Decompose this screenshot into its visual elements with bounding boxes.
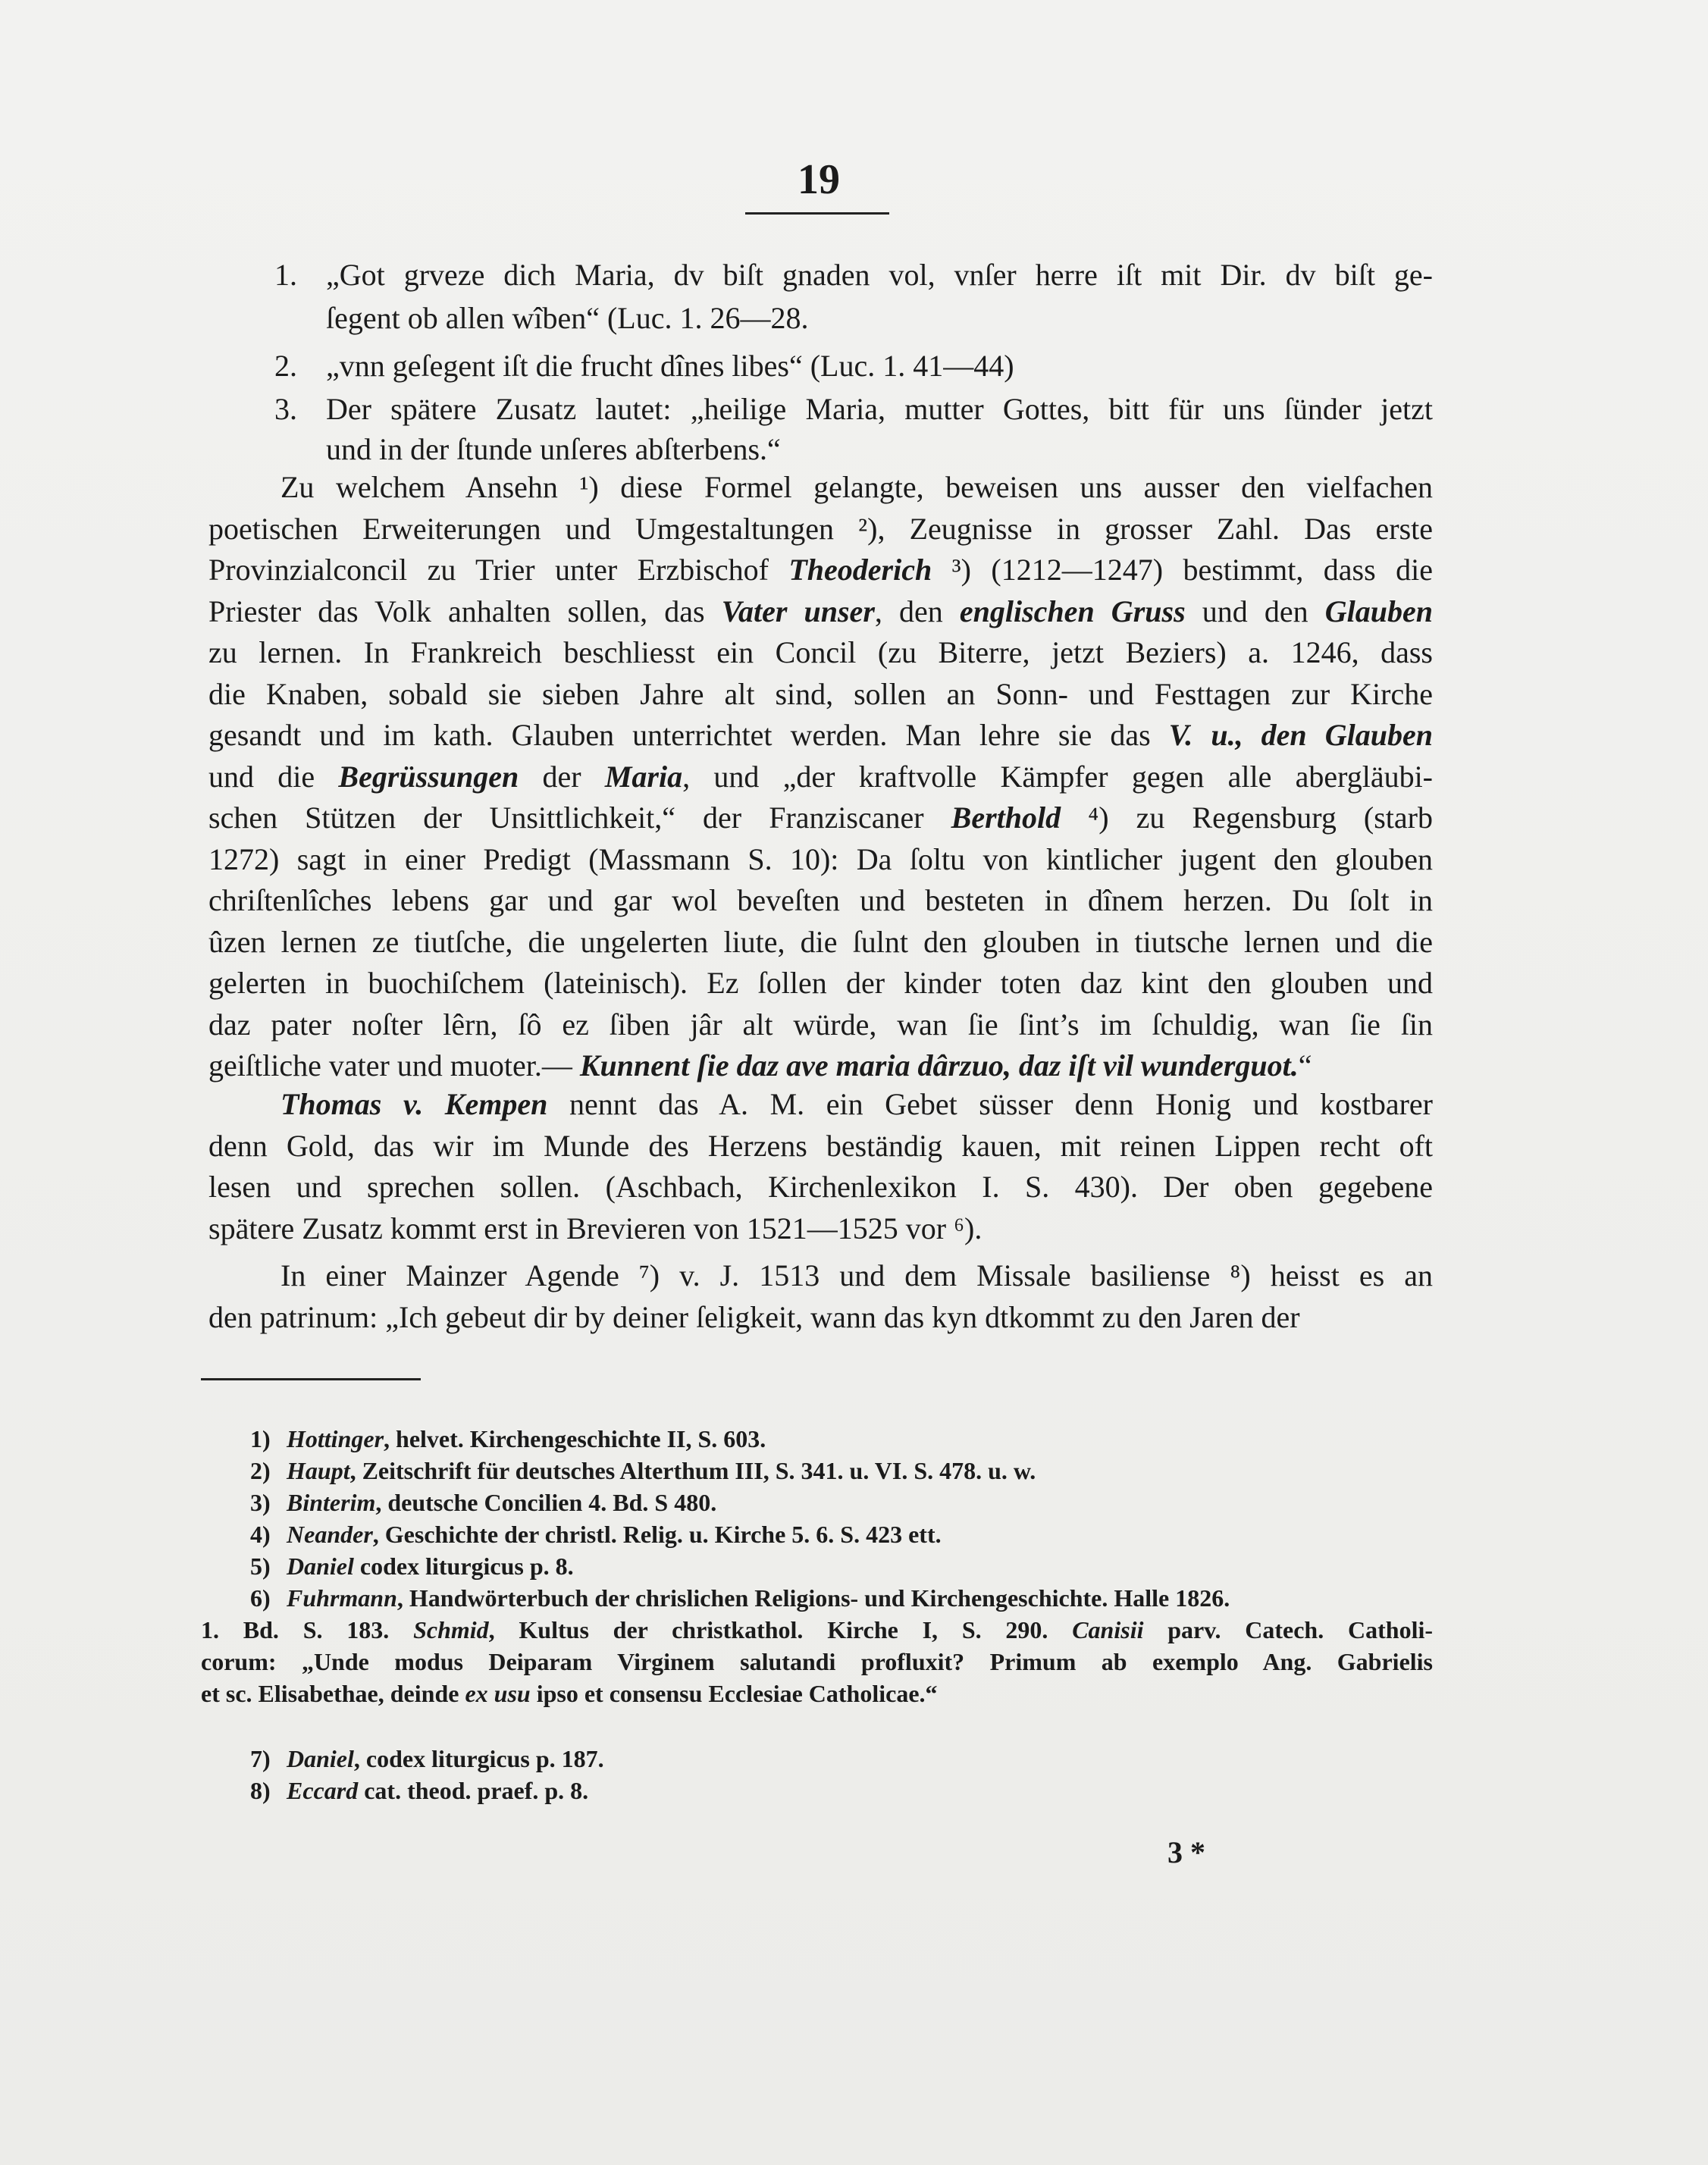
text-run: 1. Bd. S. 183.	[201, 1616, 414, 1643]
text-run: cat. theod. praef. p. 8.	[358, 1777, 589, 1804]
italic-run: Theoderich	[788, 553, 932, 587]
text-run: poetischen Erweiterungen und Umgestaltungen ²), Zeugnisse in grosser Zahl. Das erste	[208, 512, 1433, 546]
body-line	[208, 1299, 1433, 1336]
footnote-number: 8)	[250, 1777, 271, 1804]
footnote-number: 1)	[250, 1425, 271, 1452]
text-run: , Handwörterbuch der chrislichen Religions- und Kirchengeschichte. Halle 1826.	[396, 1584, 1230, 1612]
text-run: daz pater noſter lêrn, ſô ez ſiben jâr alt würde, wan ſie ſint’s im ſchuldig, wan ſie ſin	[208, 1007, 1433, 1042]
body-line	[208, 882, 1433, 920]
text-run: parv. Catech. Catholi-	[1143, 1616, 1434, 1643]
italic-run: ex usu	[465, 1680, 531, 1707]
text-run: , helvet. Kirchengeschichte II, S. 603.	[384, 1425, 766, 1452]
italic-run: Berthold	[951, 801, 1061, 835]
body-line	[208, 841, 1433, 879]
text-run: ³) (1212—1247) bestimmt, dass die	[932, 553, 1433, 587]
text-run: ûzen lernen ze tiutſche, die ungelerten liute, die ſulnt den glouben in tiutsche lernen und die	[208, 925, 1433, 959]
text-run: „vnn geſegent iſt die frucht dînes libes“ (Luc. 1. 41—44)	[326, 349, 1014, 383]
body-line	[280, 468, 1433, 506]
text-run: geiſtliche vater und muoter.—	[208, 1048, 580, 1082]
text-run: , Geschichte der christl. Relig. u. Kirche 5. 6. S. 423 ett.	[372, 1521, 942, 1548]
body-line	[208, 1047, 1433, 1085]
footnote	[250, 1519, 942, 1549]
verse-number: 1.	[274, 258, 297, 292]
footnote	[250, 1487, 716, 1518]
text-run: der	[519, 760, 605, 794]
text-run: gelerten in buochiſchem (lateinisch). Ez ſollen der kinder toten daz kint den glouben und	[208, 966, 1433, 1000]
italic-run: Schmid	[413, 1616, 489, 1643]
text-run: ſegent ob allen wîben“ (Luc. 1. 26—28.	[326, 301, 809, 335]
text-run: , und „der kraftvolle Kämpfer gegen alle abergläubi-	[682, 760, 1434, 794]
italic-run: Glauben	[1324, 594, 1434, 628]
body-line	[208, 1210, 1433, 1248]
text-run: und den	[1185, 594, 1325, 628]
footnote	[250, 1424, 766, 1454]
text-run: denn Gold, das wir im Munde des Herzens beständig kauen, mit reinen Lippen recht oft	[208, 1129, 1433, 1163]
text-run: , Kultus der christkathol. Kirche I, S. 290.	[488, 1616, 1073, 1643]
text-run: et sc. Elisabethae, deinde	[201, 1680, 465, 1707]
text-run: Der spätere Zusatz lautet: „heilige Maria, mutter Gottes, bitt für uns ſünder jetzt	[326, 392, 1433, 426]
footnote-number: 6)	[250, 1584, 271, 1612]
verse-line	[326, 256, 1433, 294]
text-run: ipso et consensu Ecclesiae Catholicae.“	[530, 1680, 938, 1707]
text-run: In einer Mainzer Agende ⁷) v. J. 1513 und dem Missale basiliense ⁸) heisst es an	[280, 1258, 1433, 1292]
italic-run: Maria	[604, 760, 683, 794]
footnote-number: 3)	[250, 1489, 271, 1516]
text-run: spätere Zusatz kommt erst in Brevieren von 1521—1525 vor ⁶).	[208, 1211, 982, 1245]
text-run: „Got grveze dich Maria, dv biſt gnaden vol, vnſer herre iſt mit Dir. dv biſt ge-	[326, 258, 1433, 292]
body-line	[208, 593, 1433, 631]
page-number: 19	[798, 156, 840, 203]
text-run: den patrinum: „Ich gebeut dir by deiner ſeligkeit, wann das kyn dtkommt zu den Jaren der	[208, 1300, 1300, 1334]
italic-run: Vater unser	[721, 594, 875, 628]
body-line	[208, 716, 1433, 754]
text-run: zu lernen. In Frankreich beschliesst ein Concil (zu Biterre, jetzt Beziers) a. 1246, dass	[208, 635, 1433, 669]
text-run: und in der ſtunde unſeres abſterbens.“	[326, 432, 781, 466]
footnote-number: 2)	[250, 1457, 271, 1484]
text-run: nennt das A. M. ein Gebet süsser denn Honig und kostbarer	[547, 1087, 1433, 1121]
footnote	[250, 1455, 1036, 1486]
footnote	[250, 1583, 1230, 1613]
body-line	[208, 1168, 1433, 1206]
footnote-continuation	[201, 1646, 1433, 1677]
body-line	[208, 675, 1433, 713]
footnote-number: 7)	[250, 1745, 271, 1772]
body-line	[208, 1127, 1433, 1165]
footnote-continuation	[201, 1615, 1433, 1645]
text-run: gesandt und im kath. Glauben unterrichtet werden. Man lehre sie das	[208, 718, 1169, 752]
text-run: die Knaben, sobald sie sieben Jahre alt sind, sollen an Sonn- und Festtagen zur Kirche	[208, 677, 1433, 711]
text-run: , Zeitschrift für deutsches Alterthum III, S. 341. u. VI. S. 478. u. w.	[349, 1457, 1036, 1484]
italic-run: Canisii	[1072, 1616, 1144, 1643]
footnote-number: 5)	[250, 1552, 271, 1580]
italic-run: Neander	[287, 1521, 373, 1548]
page-number-rule	[745, 212, 889, 215]
body-line	[208, 551, 1433, 589]
text-run: Priester das Volk anhalten sollen, das	[208, 594, 722, 628]
text-run: 1272) sagt in einer Predigt (Massmann S. 10): Da ſoltu von kintlicher jugent den glouben	[208, 842, 1433, 876]
italic-run: Kunnent ſie daz ave maria dârzuo, daz iſt vil wunderguot.	[579, 1048, 1299, 1082]
verse-line	[326, 390, 1433, 428]
verse-line	[326, 299, 1433, 337]
text-run: und die	[208, 760, 339, 794]
text-run: schen Stützen der Unsittlichkeit,“ der Franziscaner	[208, 801, 951, 835]
italic-run: Hottinger	[287, 1425, 384, 1452]
verse-line	[326, 347, 1433, 385]
text-run: , codex liturgicus p. 187.	[353, 1745, 604, 1772]
verse-number: 2.	[274, 349, 297, 383]
footnote	[250, 1551, 574, 1581]
italic-run: englischen Gruss	[959, 594, 1186, 628]
italic-run: Daniel	[287, 1745, 354, 1772]
body-line	[280, 1086, 1433, 1123]
italic-run: Fuhrmann	[287, 1584, 397, 1612]
italic-run: Eccard	[287, 1777, 359, 1804]
body-line	[208, 799, 1433, 837]
footnote-separator	[201, 1378, 421, 1380]
body-line	[208, 964, 1433, 1002]
body-line	[208, 758, 1433, 796]
italic-run: Begrüssungen	[338, 760, 519, 794]
body-line	[208, 510, 1433, 548]
footnote	[250, 1775, 588, 1806]
verse-number: 3.	[274, 392, 297, 426]
italic-run: Thomas v. Kempen	[280, 1087, 548, 1121]
italic-run: V. u., den Glauben	[1168, 718, 1434, 752]
footnote	[250, 1744, 604, 1774]
footnote-number: 4)	[250, 1521, 271, 1548]
body-line	[208, 634, 1433, 672]
body-line	[280, 1257, 1433, 1295]
italic-run: Daniel	[287, 1552, 354, 1580]
text-run: ⁴) zu Regensburg (starb	[1061, 801, 1433, 835]
signature-mark: 3 *	[1167, 1835, 1205, 1869]
text-run: lesen und sprechen sollen. (Aschbach, Kirchenlexikon I. S. 430). Der oben gegebene	[208, 1170, 1433, 1204]
text-run: codex liturgicus p. 8.	[353, 1552, 574, 1580]
text-run: Zu welchem Ansehn ¹) diese Formel gelangte, beweisen uns ausser den vielfachen	[280, 470, 1433, 504]
body-line	[208, 923, 1433, 961]
body-line	[208, 1006, 1433, 1044]
text-run: “	[1298, 1048, 1312, 1082]
italic-run: Haupt	[287, 1457, 350, 1484]
italic-run: Binterim	[287, 1489, 376, 1516]
footnote-continuation	[201, 1678, 1433, 1709]
text-run: , deutsche Concilien 4. Bd. S 480.	[375, 1489, 717, 1516]
text-run: corum: „Unde modus Deiparam Virginem salutandi profluxit? Primum ab exemplo Ang. Gabrielis	[201, 1648, 1433, 1675]
text-run: Provinzialconcil zu Trier unter Erzbischof	[208, 553, 789, 587]
text-run: , den	[874, 594, 960, 628]
verse-line	[326, 431, 1433, 468]
text-run: chriſtenlîches lebens gar und gar wol beveſten und besteten in dînem herzen. Du ſolt in	[208, 883, 1433, 917]
